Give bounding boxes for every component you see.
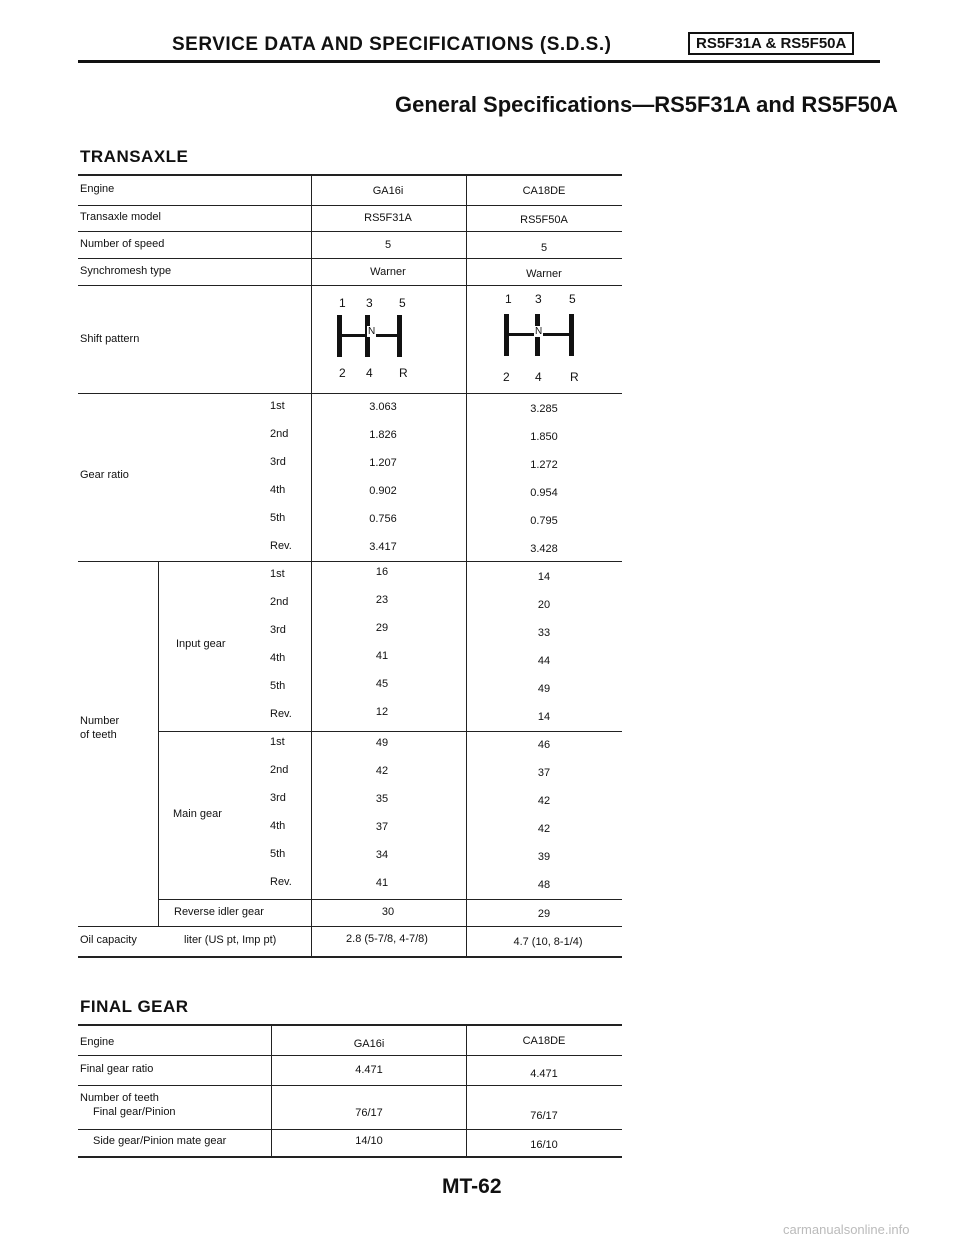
cell-value: 3.428 [530,543,558,555]
table-rule [78,926,622,927]
row-sublabel: Final gear/Pinion [93,1106,176,1118]
gear-label: 5th [270,680,286,692]
table-col-rule [466,1024,467,1156]
cell-value: 35 [375,793,389,805]
shift-gear-label: 2 [503,370,510,384]
cell-value: 14 [537,571,551,583]
cell-value: 12 [375,706,389,718]
gear-label: 3rd [270,456,286,468]
row-label: Shift pattern [80,333,140,345]
table-rule [78,956,622,958]
cell-value: 1.207 [369,457,397,469]
cell-value: 4.471 [355,1064,383,1076]
cell-value: CA18DE [522,1035,566,1047]
gear-label: 4th [270,484,286,496]
cell-value: Warner [370,266,406,278]
cell-value: 3.063 [369,401,397,413]
shift-neutral-label: N [535,326,543,337]
table-rule [78,393,622,394]
cell-value: 46 [537,739,551,751]
reverse-idler-label: Reverse idler gear [174,906,264,918]
shift-gear-label: 4 [535,370,542,384]
row-label [80,714,119,742]
cell-value: 37 [537,767,551,779]
cell-value: RS5F50A [520,214,568,226]
header-rule [78,60,880,63]
table-col-rule [271,1024,272,1156]
cell-value: 4.7 (10, 8-1/4) [513,936,583,948]
oil-unit-label: liter (US pt, Imp pt) [184,934,277,946]
row-label: Engine [80,1036,115,1048]
cell-value: 29 [375,622,389,634]
cell-value: 14 [537,711,551,723]
gear-label: 5th [270,512,286,524]
page-number: MT-62 [442,1175,502,1198]
cell-value: 42 [537,823,551,835]
row-label: Number of teeth [80,1092,159,1104]
gear-label: 4th [270,652,286,664]
row-label: Final gear ratio [80,1063,154,1075]
teeth-label-line1: Number [80,715,120,727]
gear-label: Rev. [270,876,292,888]
cell-value: 49 [537,683,551,695]
cell-value: 42 [375,765,389,777]
shift-gear-label: 1 [339,296,346,310]
gear-label: 2nd [270,428,289,440]
table-rule [78,205,622,206]
table-rule [158,731,622,732]
cell-value: 37 [375,821,389,833]
gear-label: 3rd [270,624,286,636]
cell-value: 2.8 (5-7/8, 4-7/8) [346,933,428,945]
cell-value: 49 [375,737,389,749]
cell-value: Warner [526,268,562,280]
gear-label: 2nd [270,764,289,776]
cell-value: 1.272 [530,459,558,471]
table-rule [78,1085,622,1086]
cell-value: 4.471 [530,1068,558,1080]
table-rule [158,899,622,900]
table-col-rule [311,174,312,956]
cell-value: 45 [375,678,389,690]
shift-gear-label: 5 [569,292,576,306]
shift-gear-label: 2 [339,366,346,380]
page-header-title: SERVICE DATA AND SPECIFICATIONS (S.D.S.) [172,34,612,55]
shift-gear-label: R [570,370,579,384]
cell-value: 5 [540,242,548,254]
shift-gear-label: 5 [399,296,406,310]
row-label: Number of speed [80,238,165,250]
gear-label: 5th [270,848,286,860]
cell-value: 3.285 [530,403,558,415]
table-rule [78,561,622,562]
cell-value: GA16i [353,1038,385,1050]
cell-value: 16 [375,566,389,578]
gear-label: Rev. [270,540,292,552]
cell-value: 0.756 [369,513,397,525]
transaxle-section-title: TRANSAXLE [80,147,189,166]
cell-value: 1.826 [369,429,397,441]
cell-value: 33 [537,627,551,639]
cell-value: 41 [375,650,389,662]
table-rule [78,285,622,286]
cell-value: 23 [375,594,389,606]
gear-label: Rev. [270,708,292,720]
table-col-rule [466,174,467,956]
table-rule [78,231,622,232]
cell-value: 39 [537,851,551,863]
table-rule [78,1129,622,1130]
cell-value: 14/10 [355,1135,383,1147]
watermark: carmanualsonline.info [783,1222,910,1237]
gear-label: 1st [270,736,285,748]
row-label: Gear ratio [80,469,129,481]
page-subtitle: General Specifications—RS5F31A and RS5F50A [395,92,898,117]
cell-value: 0.902 [369,485,397,497]
teeth-label-line2: of teeth [80,729,117,741]
cell-value: 0.954 [530,487,558,499]
table-rule [78,258,622,259]
table-rule [78,174,622,176]
cell-value: 42 [537,795,551,807]
cell-value: 48 [537,879,551,891]
gear-label: 1st [270,568,285,580]
row-label: Transaxle model [80,211,161,223]
cell-value: 76/17 [530,1110,558,1122]
shift-neutral-label: N [368,326,376,337]
shift-gear-label: 4 [366,366,373,380]
shift-gear-label: R [399,366,408,380]
final-gear-section-title: FINAL GEAR [80,997,189,1016]
cell-value: 20 [537,599,551,611]
row-sublabel: Side gear/Pinion mate gear [93,1135,227,1147]
cell-value: 34 [375,849,389,861]
cell-value: CA18DE [522,185,566,197]
table-rule [78,1024,622,1026]
row-label: Engine [80,183,115,195]
main-gear-label: Main gear [173,808,222,820]
cell-value: 76/17 [355,1107,383,1119]
gear-label: 1st [270,400,285,412]
table-rule [78,1156,622,1158]
cell-value: 0.795 [530,515,558,527]
gear-label: 3rd [270,792,286,804]
shift-gear-label: 3 [535,292,542,306]
cell-value: RS5F31A [364,212,412,224]
shift-gear-label: 3 [366,296,373,310]
cell-value: GA16i [372,185,404,197]
gear-label: 4th [270,820,286,832]
cell-value: 44 [537,655,551,667]
gear-label: 2nd [270,596,289,608]
cell-value: 3.417 [369,541,397,553]
row-label: Synchromesh type [80,265,172,277]
table-rule [78,1055,622,1056]
cell-value: 16/10 [530,1139,558,1151]
cell-value: 41 [375,877,389,889]
row-label: Oil capacity [80,934,137,946]
table-col-rule [158,561,159,926]
cell-value: 5 [384,239,392,251]
model-badge: RS5F31A & RS5F50A [688,32,854,55]
input-gear-label: Input gear [176,638,226,650]
cell-value: 29 [537,908,551,920]
cell-value: 30 [381,906,395,918]
shift-gear-label: 1 [505,292,512,306]
cell-value: 1.850 [530,431,558,443]
